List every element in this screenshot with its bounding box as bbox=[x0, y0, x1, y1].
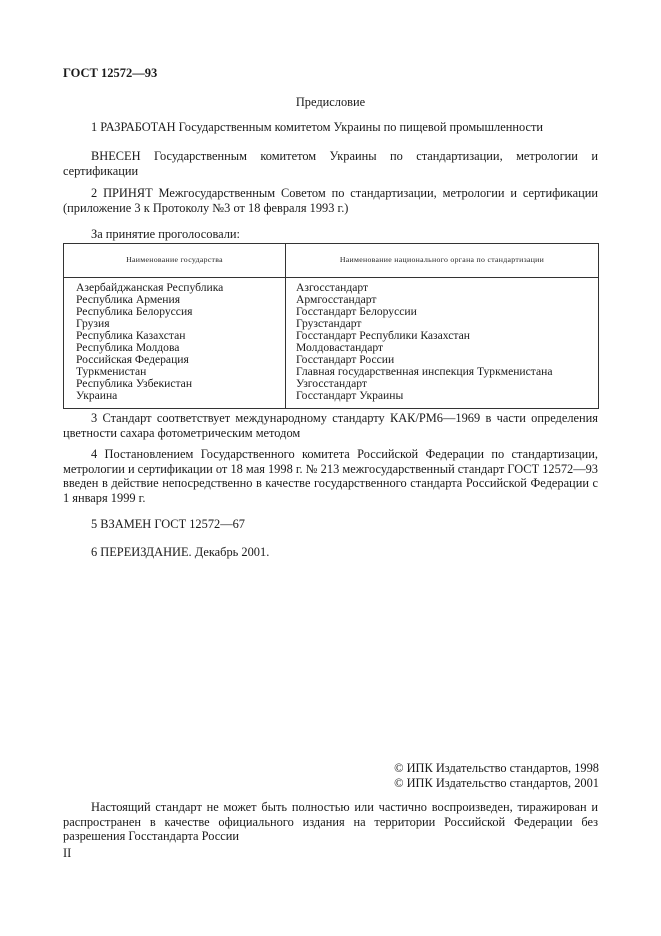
paragraph-introduced: ВНЕСЕН Государственным комитетом Украины по стандартизации, метрологии и сертификации bbox=[63, 149, 598, 178]
table-cell-body: Узгосстандарт bbox=[296, 377, 367, 390]
table-cell-state: Азербайджанская Республика bbox=[76, 281, 224, 294]
table-cell-state: Грузия bbox=[76, 317, 110, 330]
table-cell-body: Главная государственная инспекция Туркменистана bbox=[296, 365, 553, 378]
paragraph-correspondence: 3 Стандарт соответствует международному стандарту КАК/РМ6—1969 в части определения цветности сахара фотометрическим методом bbox=[63, 411, 598, 440]
table-cell-state: Республика Узбекистан bbox=[76, 377, 193, 390]
paragraph-reissue: 6 ПЕРЕИЗДАНИЕ. Декабрь 2001. bbox=[91, 545, 270, 559]
table-cell-body: Грузстандарт bbox=[296, 317, 362, 330]
table-cell-body: Госстандарт Республики Казахстан bbox=[296, 329, 470, 342]
table-cell-state: Республика Белоруссия bbox=[76, 305, 193, 318]
table-cell-state: Республика Армения bbox=[76, 293, 181, 306]
paragraph-enactment: 4 Постановлением Государственного комитета Российской Федерации по стандартизации, метрологии и сертификации от 18 мая 1998 г. № 213 межгосударственный стандарт ГОСТ 12572—93 введен в действие непосредственно в качестве государственного стандарта Российской Федерации с 1 января 1999 г. bbox=[63, 447, 598, 505]
copyright-line: © ИПК Издательство стандартов, 2001 bbox=[394, 776, 599, 790]
table-cell-body: Армгосстандарт bbox=[296, 293, 377, 306]
table-header-state: Наименование государства bbox=[64, 244, 286, 278]
table-header-body: Наименование национального органа по стандартизации bbox=[286, 244, 599, 278]
table-cell-body: Госстандарт Белоруссии bbox=[296, 305, 417, 318]
table-cell-state: Украина bbox=[76, 389, 118, 402]
paragraph-developed: 1 РАЗРАБОТАН Государственным комитетом Украины по пищевой промышленности bbox=[91, 120, 544, 134]
table-body-row bbox=[64, 278, 599, 409]
table-header-row bbox=[64, 244, 599, 278]
copyright-line: © ИПК Издательство стандартов, 1998 bbox=[394, 761, 599, 775]
copyright-block bbox=[394, 761, 599, 791]
table-cell-body: Молдовастандарт bbox=[296, 341, 384, 354]
table-cell-body: Госстандарт Украины bbox=[296, 389, 404, 402]
body-list bbox=[286, 278, 599, 409]
section-heading: Предисловие bbox=[295, 95, 366, 109]
table-cell-state: Республика Молдова bbox=[76, 341, 180, 354]
paragraph-adopted: 2 ПРИНЯТ Межгосударственным Советом по стандартизации, метрологии и сертификации (приложение 3 к Протоколу №3 от 18 февраля 1993 г.) bbox=[63, 186, 598, 215]
table-cell-state: Российская Федерация bbox=[76, 353, 189, 366]
states-table bbox=[63, 243, 599, 409]
paragraph-replaces: 5 ВЗАМЕН ГОСТ 12572—67 bbox=[91, 517, 245, 531]
table-cell-state: Туркменистан bbox=[76, 365, 147, 378]
vote-label: За принятие проголосовали: bbox=[91, 227, 240, 241]
table-cell-body: Госстандарт России bbox=[296, 353, 395, 366]
document-code: ГОСТ 12572—93 bbox=[63, 66, 158, 80]
table-cell-body: Азгосстандарт bbox=[296, 281, 369, 294]
table-cell-state: Республика Казахстан bbox=[76, 329, 186, 342]
state-list bbox=[64, 278, 286, 409]
page-number: II bbox=[63, 846, 72, 860]
reproduction-notice: Настоящий стандарт не может быть полностью или частично воспроизведен, тиражирован и распространен в качестве официального издания на территории Российской Федерации без разрешения Госстандарта России bbox=[63, 800, 598, 843]
